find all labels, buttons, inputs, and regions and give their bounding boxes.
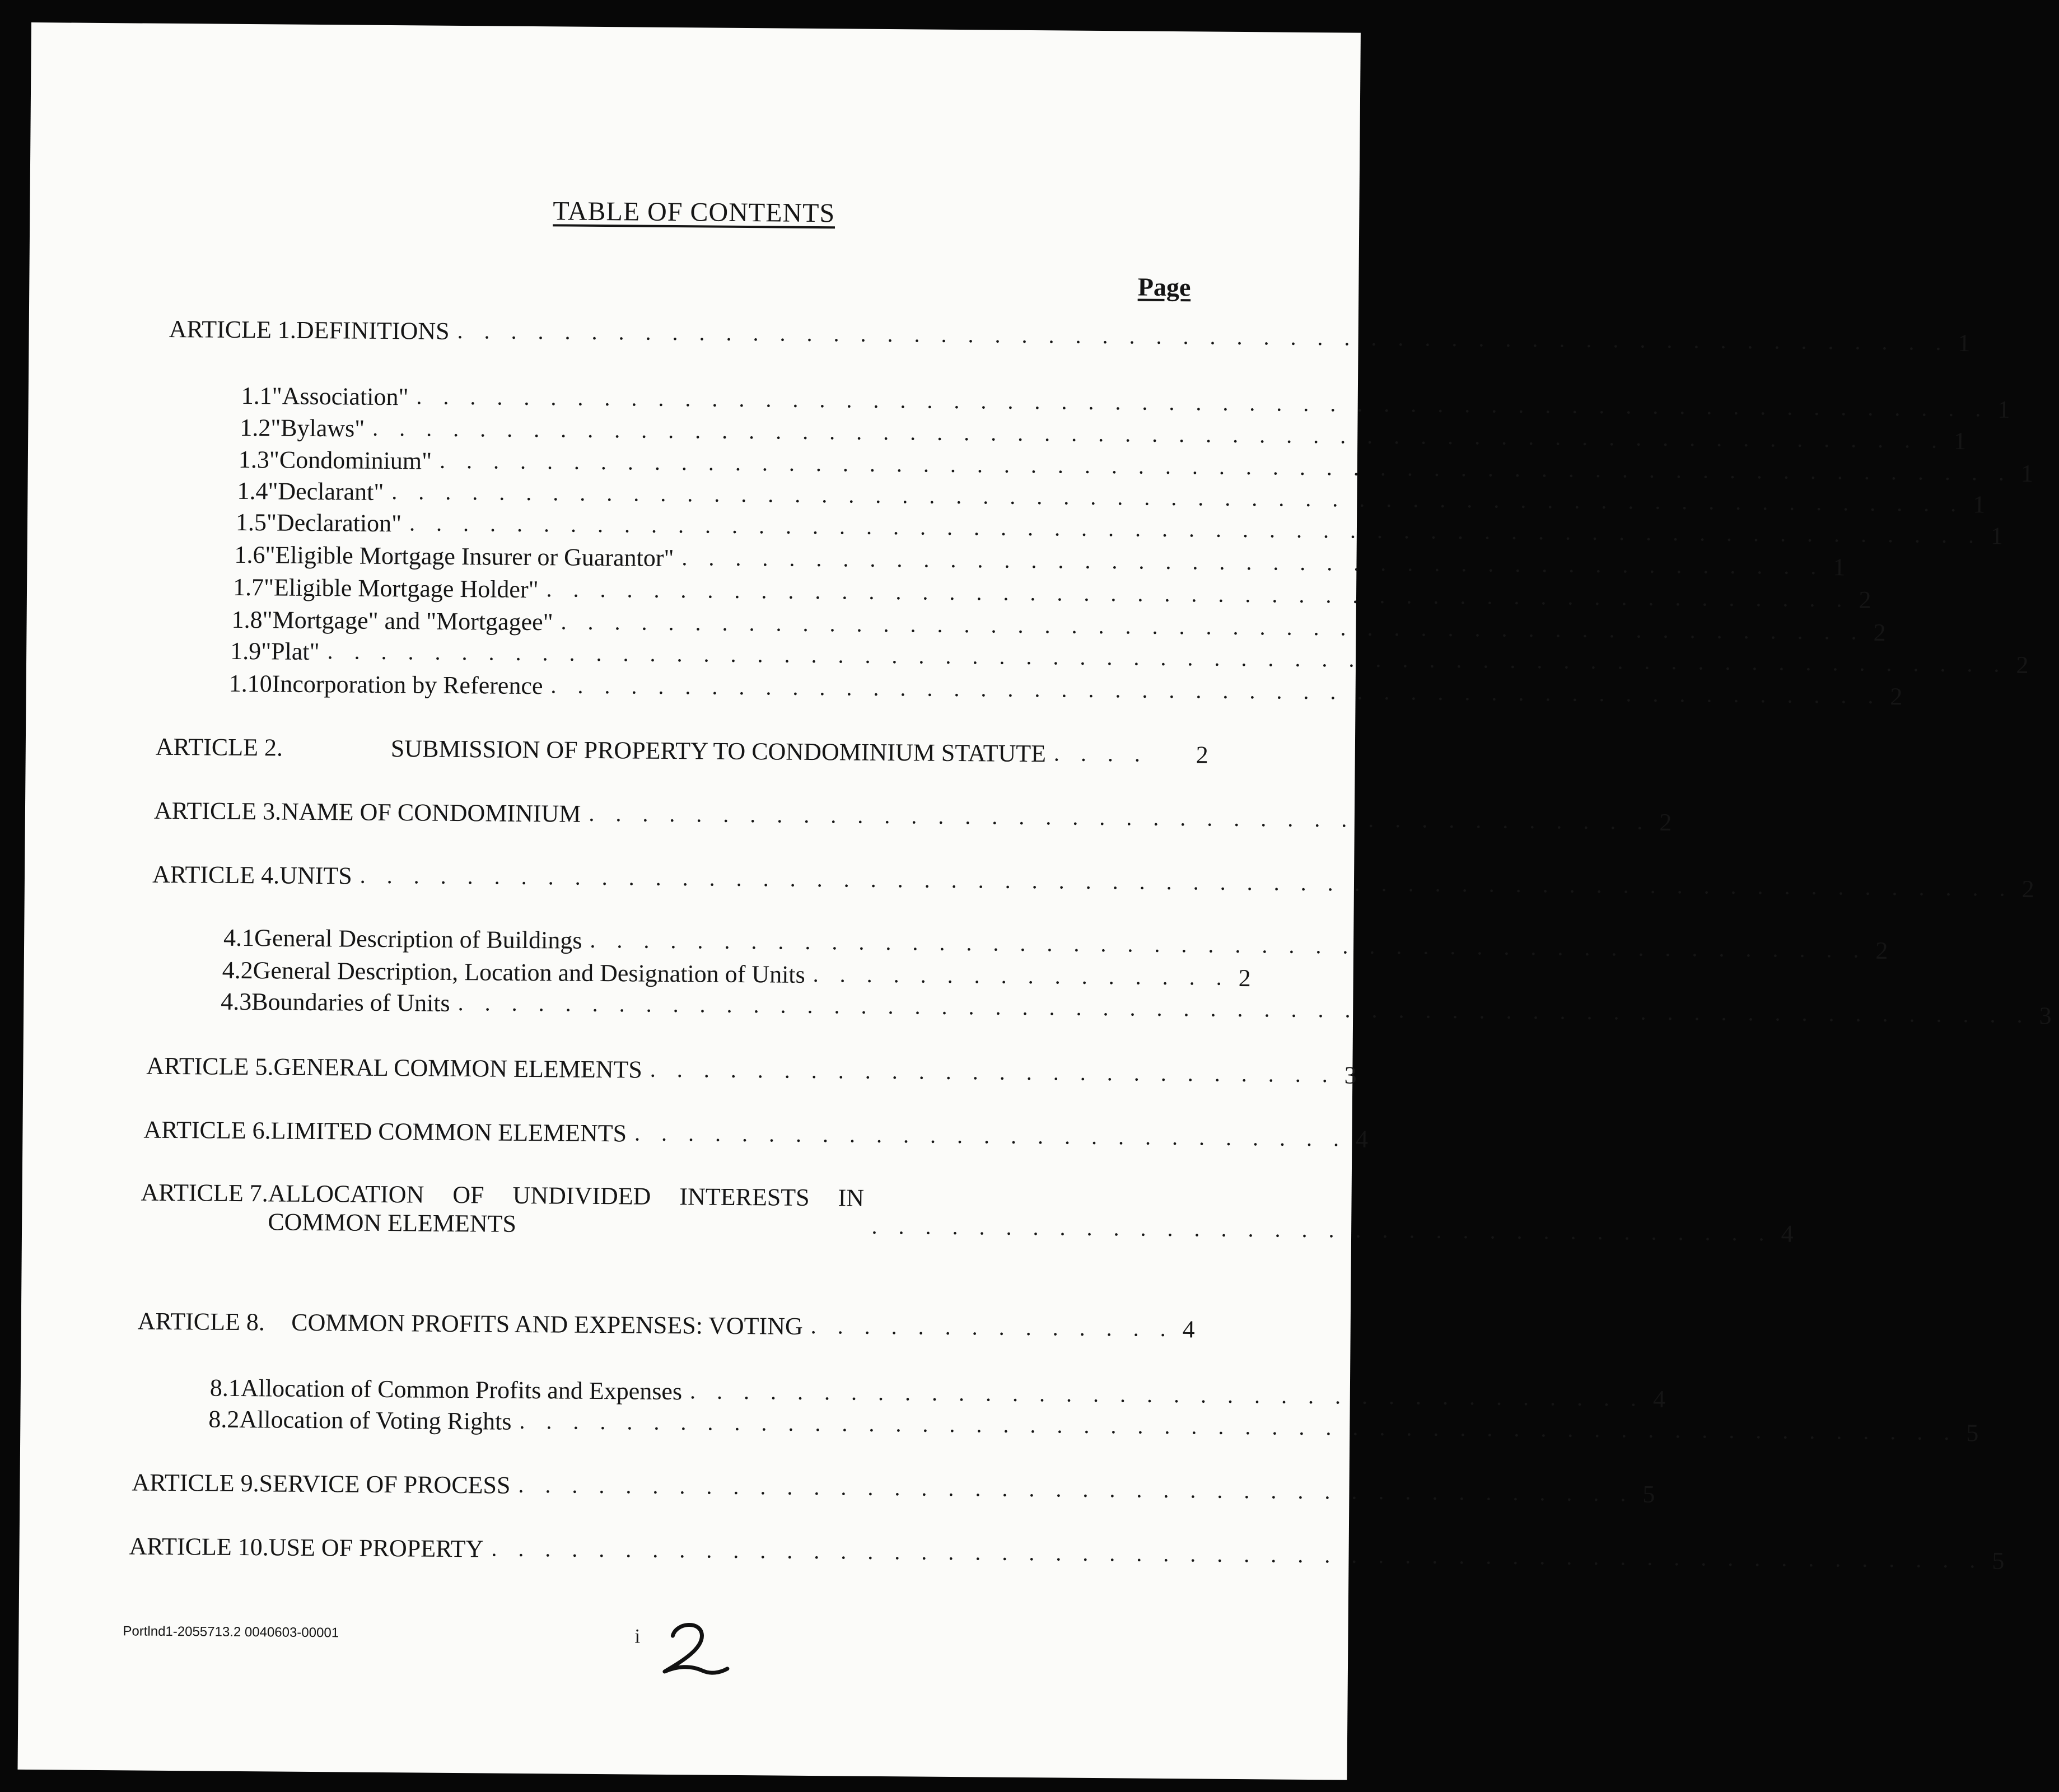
dot-leader: . . . . . . . . . . . . . . . . . . . . . . . . . . . . . . . . . . xyxy=(871,1213,1772,1246)
entry-title: DEFINITIONS xyxy=(296,316,450,345)
toc-entry-article-5 xyxy=(146,1052,1357,1089)
dot-leader: . . . . . . . . . . . . . . . . . . . . . . . . . . . . . . . . . . . . . . . . . . . xyxy=(681,545,1824,580)
entry-title: "Eligible Mortgage Insurer or Guarantor" xyxy=(265,541,674,572)
entry-number: 1.6 xyxy=(234,540,265,569)
entry-number: 1.2 xyxy=(240,413,271,442)
dot-leader: . . . . . . . . . . . . . . . . . . . . . . . . . . . . . . . . . . . . . . . . . . . . . . . . . . . . . . . . xyxy=(457,318,1949,355)
entry-page: 1 xyxy=(1833,553,1846,581)
toc-entry-article-10 xyxy=(129,1532,2005,1575)
dot-leader: . . . . . . . . . . . . . . . . . . . . . . . . . . . . . . . . . . . . . . . . xyxy=(589,800,1651,834)
toc-entry-article-9 xyxy=(132,1468,1655,1508)
toc-entry-1-1 xyxy=(241,381,2010,423)
entry-page: 4 xyxy=(1182,1315,1195,1343)
entry-page: 1 xyxy=(1990,522,2004,550)
entry-title: Incorporation by Reference xyxy=(272,670,543,700)
entry-page: 2 xyxy=(2021,875,2034,903)
entry-page: 2 xyxy=(1873,618,1886,647)
toc-title: TABLE OF CONTENTS xyxy=(553,196,835,228)
toc-entry-article-3 xyxy=(153,796,1672,837)
toc-entry-article-6 xyxy=(143,1116,1369,1153)
entry-number: ARTICLE 2. xyxy=(155,732,283,762)
toc-entry-article-2 xyxy=(156,732,1208,769)
toc-entry-8-1 xyxy=(209,1374,1666,1413)
toc-entry-1-2 xyxy=(240,413,1967,455)
entry-number: 1.9 xyxy=(230,637,262,665)
entry-page: 5 xyxy=(1992,1547,2005,1575)
dot-leader: . . . . . . . . . . . . . . . . . . . . . . . . . . . . . . . . . . . . . . . . . . . . . . . . . . . . . . . . . . . xyxy=(391,479,1964,517)
entry-number: ARTICLE 7. xyxy=(141,1178,268,1207)
entry-title: LIMITED COMMON ELEMENTS xyxy=(270,1117,627,1147)
entry-number: ARTICLE 9. xyxy=(132,1468,259,1497)
dot-leader: . . . . . . . . . . . . . . . . . . . . . . . . . . . . . . . . . . . . . . . . . . . . . . . . . . . . . . . . . . . xyxy=(439,447,2013,486)
toc-entry-1-4 xyxy=(237,477,1986,519)
dot-leader: . . . . . . . . . . . . . . . . . . . . . . . . . . . . . . . . . . . . . . . . . . . . . . . . . . . . . . . . . . . xyxy=(457,990,2030,1028)
toc-entry-article-1 xyxy=(169,315,1971,357)
entry-title: "Eligible Mortgage Holder" xyxy=(263,573,539,604)
entry-number: 4.2 xyxy=(222,956,253,984)
entry-page: 4 xyxy=(1781,1220,1794,1248)
entry-title: Allocation of Common Profits and Expenses xyxy=(240,1374,683,1406)
entry-title: NAME OF CONDOMINIUM xyxy=(281,797,581,828)
entry-number: ARTICLE 10. xyxy=(129,1532,269,1561)
entry-number: ARTICLE 6. xyxy=(143,1116,271,1145)
entry-page: 2 xyxy=(1859,586,1871,614)
entry-title: Boundaries of Units xyxy=(251,988,450,1017)
entry-title: GENERAL COMMON ELEMENTS xyxy=(273,1053,643,1084)
toc-entry-1-6 xyxy=(234,540,1846,581)
entry-number: ARTICLE 5. xyxy=(146,1052,274,1081)
toc-entry-article-8 xyxy=(138,1307,1195,1344)
entry-number: ARTICLE 1. xyxy=(169,315,297,344)
toc-entry-8-2 xyxy=(208,1405,1979,1447)
dot-leader: . . . . . . . . . . . . . . xyxy=(810,1313,1174,1342)
dot-leader: . . . . . . . . . . . . . . . . . . . . . . . . . . . . . . . . . . . . . . . . . . xyxy=(518,1472,1634,1506)
document-page xyxy=(17,22,2052,1780)
entry-number: 1.1 xyxy=(241,381,272,410)
dot-leader: . . . . . . . . . . . . . . . . . . . . . . . . . . . . . . . . . . . . . . . . . . . . . . . . . xyxy=(561,609,1865,645)
entry-page: 2 xyxy=(1890,683,1903,711)
dot-leader: . . . . . . . . . . . . . . . . . . . . . . . . . . . . . . . . . . . . . . . . . . . . . . . . xyxy=(590,927,1867,963)
entry-title: SERVICE OF PROCESS xyxy=(259,1469,511,1499)
entry-page: 5 xyxy=(1966,1419,1979,1447)
entry-title: USE OF PROPERTY xyxy=(268,1533,484,1563)
dot-leader: . . . . . . . . . . . . . . . . xyxy=(813,962,1230,990)
entry-page: 4 xyxy=(1652,1385,1666,1413)
entry-page: 4 xyxy=(1355,1125,1369,1153)
entry-title: "Declarant" xyxy=(268,477,384,506)
dot-leader: . . . . . . . . . . . . . . . . . . . . . . . . . . . . . . . . . . . . . . . . . . . . . . . . . . . . . . . . . . . . . . xyxy=(359,862,2013,901)
entry-number: 1.5 xyxy=(235,508,267,536)
page-column-header: Page xyxy=(1137,272,1191,302)
dot-leader: . . . . . . . . . . . . . . . . . . . . . . . . . . . . . . . . . . . . . . . . . . . . . . . . . . . . . . . . . . . xyxy=(372,415,1945,453)
entry-title: "Association" xyxy=(272,382,409,411)
entry-title: General Description, Location and Designation of Units xyxy=(253,956,805,988)
toc-entry-1-8 xyxy=(231,605,1886,647)
entry-title: "Declaration" xyxy=(266,508,402,538)
entry-page: 3 xyxy=(2039,1002,2052,1030)
entry-number: 1.4 xyxy=(237,477,268,505)
entry-title: Allocation of Voting Rights xyxy=(239,1405,512,1435)
toc-entry-4-2 xyxy=(222,956,1251,992)
entry-page: 1 xyxy=(1997,395,2010,423)
entry-page: 2 xyxy=(2016,651,2029,679)
entry-page: 5 xyxy=(1642,1480,1655,1508)
toc-entry-4-3 xyxy=(221,987,2052,1030)
dot-leader: . . . . . . . . . . . . . . . . . . . . . . . . . . . . . . . . . . . . . . . . . . . . . . . . . . . . . . . . . . . xyxy=(409,510,1982,548)
toc-entry-article-7 xyxy=(141,1178,1794,1248)
entry-number: 1.3 xyxy=(238,445,270,474)
dot-leader: . . . . . . . . . . . . . . . . . . . . . . . . . . . . . . . . . . . . . . . . . . . . . . . . . . . . . . . . xyxy=(491,1536,1983,1573)
entry-title-wrap xyxy=(268,1179,864,1240)
entry-title: "Plat" xyxy=(261,637,320,666)
entry-number: 1.8 xyxy=(231,605,263,634)
entry-page: 1 xyxy=(1953,427,1967,455)
document-code: Portlnd1-2055713.2 0040603-00001 xyxy=(123,1623,339,1641)
toc-entry-1-5 xyxy=(235,508,2004,550)
entry-page: 2 xyxy=(1238,964,1251,992)
entry-title: COMMON PROFITS AND EXPENSES: VOTING xyxy=(291,1308,803,1340)
entry-title: "Condominium" xyxy=(269,446,432,475)
toc-entry-1-10 xyxy=(228,669,1903,711)
toc-entry-1-3 xyxy=(238,445,2034,488)
toc-entry-4-1 xyxy=(223,923,1888,965)
entry-number: ARTICLE 3. xyxy=(153,796,282,825)
entry-title: "Mortgage" and "Mortgagee" xyxy=(262,606,553,636)
entry-number: 1.7 xyxy=(232,573,264,601)
entry-title-line1: ALLOCATION OF UNDIVIDED INTERESTS IN xyxy=(268,1179,865,1212)
entry-page: 1 xyxy=(2020,459,2034,488)
dot-leader: . . . . . . . . . . . . . . . . . . . . . . . . . . . xyxy=(634,1120,1347,1151)
handwritten-two-icon xyxy=(657,1618,736,1680)
entry-title-line2: COMMON ELEMENTS xyxy=(268,1208,517,1238)
entry-number: 4.1 xyxy=(223,923,255,952)
dot-leader: . . . . . . . . . . . . . . . . . . . . . . . . . . . . . . . . . . . . . . . . . . . . . . . . . . . . . . . . . . . xyxy=(416,384,1989,422)
entry-number: 4.3 xyxy=(221,987,252,1016)
dot-leader: . . . . xyxy=(1053,740,1148,767)
entry-title: General Description of Buildings xyxy=(254,924,582,954)
entry-page: 3 xyxy=(1344,1061,1357,1089)
dot-leader: . . . . . . . . . . . . . . . . . . . . . . . . . . xyxy=(650,1056,1336,1088)
toc-entry-1-7 xyxy=(232,573,1871,614)
toc-entry-article-4 xyxy=(152,860,2034,903)
toc-entry-1-9 xyxy=(230,637,2029,679)
dot-leader: . . . . . . . . . . . . . . . . . . . . . . . . . . . . . . . . . . . . xyxy=(689,1378,1645,1411)
entry-number: 1.10 xyxy=(228,669,272,698)
entry-page: 2 xyxy=(1196,741,1208,769)
entry-title: SUBMISSION OF PROPERTY TO CONDOMINIUM STATUTE xyxy=(390,735,1047,768)
entry-title: "Bylaws" xyxy=(270,414,365,442)
entry-page: 1 xyxy=(1958,329,1971,357)
entry-page: 2 xyxy=(1875,936,1888,965)
entry-number: 8.2 xyxy=(208,1405,240,1433)
dot-leader: . . . . . . . . . . . . . . . . . . . . . . . . . . . . . . . . . . . . . . . . . . . . . . . . . . . . . . . . . . . . . . . xyxy=(327,638,2007,677)
entry-number: ARTICLE 8. xyxy=(137,1307,265,1336)
dot-leader: . . . . . . . . . . . . . . . . . . . . . . . . . . . . . . . . . . . . . . . . . . . . . . . . . xyxy=(546,576,1850,612)
entry-number: ARTICLE 4. xyxy=(152,860,280,889)
entry-page: 1 xyxy=(1973,491,1986,519)
roman-page-number: i xyxy=(634,1625,641,1648)
entry-page: 2 xyxy=(1659,808,1672,837)
entry-title: UNITS xyxy=(279,861,352,890)
handwritten-page-number xyxy=(657,1618,736,1683)
dot-leader: . . . . . . . . . . . . . . . . . . . . . . . . . . . . . . . . . . . . . . . . . . . . . . . . . . xyxy=(550,673,1881,708)
dot-leader: . . . . . . . . . . . . . . . . . . . . . . . . . . . . . . . . . . . . . . . . . . . . . . . . . . . . . . xyxy=(519,1408,1958,1445)
entry-number: 8.1 xyxy=(209,1374,241,1402)
